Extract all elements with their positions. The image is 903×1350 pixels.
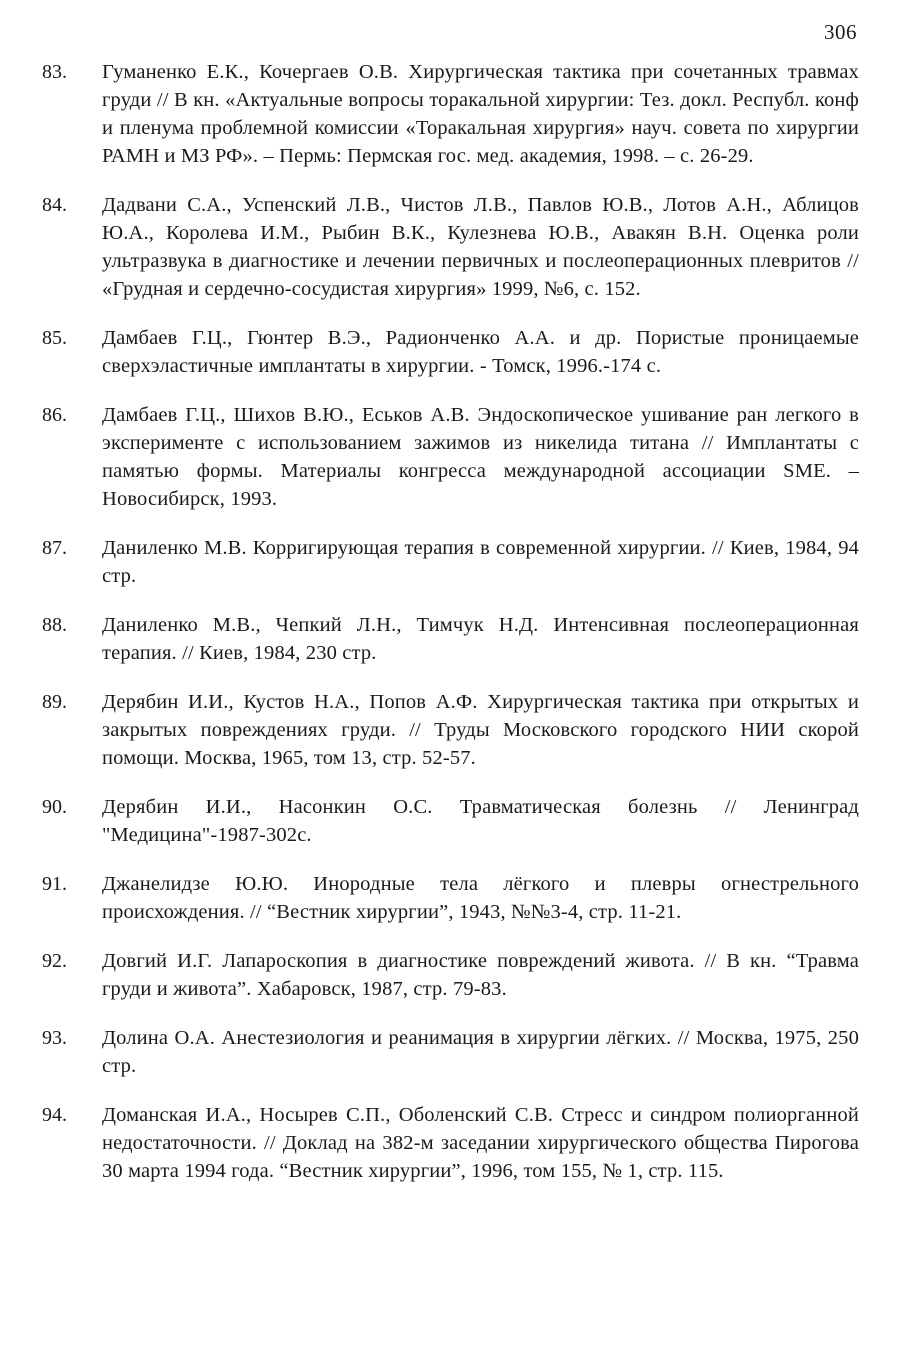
reference-number: 83.	[42, 61, 67, 83]
reference-text: Долина О.А. Анестезиология и реанимация в хирургии лёгких. // Москва, 1975, 250 стр.	[102, 1027, 859, 1077]
reference-text: Джанелидзе Ю.Ю. Инородные тела лёгкого и плевры огнестрельного происхождения. // “Вестник хирургии”, 1943, №№3-4, стр. 11-21.	[102, 873, 859, 923]
reference-text: Дамбаев Г.Ц., Гюнтер В.Э., Радионченко А.А. и др. Пористые проницаемые сверхэластичные имплантаты в хирургии. - Томск, 1996.-174 с.	[102, 327, 859, 377]
reference-item	[0, 688, 903, 772]
reference-text: Довгий И.Г. Лапароскопия в диагностике повреждений живота. // В кн. “Травма груди и живота”. Хабаровск, 1987, стр. 79-83.	[102, 950, 859, 1000]
reference-number: 85.	[42, 327, 67, 349]
reference-number: 90.	[42, 796, 67, 818]
reference-number: 92.	[42, 950, 67, 972]
reference-text: Дамбаев Г.Ц., Шихов В.Ю., Еськов А.В. Эндоскопическое ушивание ран легкого в эксперименте с использованием зажимов из никелида титана // Имплантаты с памятью формы. Материалы конгресса международной ассоциации SME. – Новосибирск, 1993.	[102, 404, 859, 510]
reference-item	[0, 534, 903, 590]
reference-item	[0, 1024, 903, 1080]
reference-number: 91.	[42, 873, 67, 895]
reference-item	[0, 1101, 903, 1185]
reference-item	[0, 611, 903, 667]
reference-item	[0, 870, 903, 926]
reference-text: Дерябин И.И., Насонкин О.С. Травматическая болезнь // Ленинград "Медицина"-1987-302с.	[102, 796, 859, 846]
reference-number: 87.	[42, 537, 67, 559]
reference-number: 88.	[42, 614, 67, 636]
reference-text: Дадвани С.А., Успенский Л.В., Чистов Л.В., Павлов Ю.В., Лотов А.Н., Аблицов Ю.А., Королева И.М., Рыбин В.К., Кулезнева Ю.В., Авакян В.Н. Оценка роли ультразвука в диагностике и лечении первичных и послеоперационных плевритов // «Грудная и сердечно-сосудистая хирургия» 1999, №6, с. 152.	[102, 194, 859, 300]
reference-item	[0, 401, 903, 513]
reference-item	[0, 324, 903, 380]
reference-item	[0, 793, 903, 849]
reference-text: Даниленко М.В., Чепкий Л.Н., Тимчук Н.Д. Интенсивная послеоперационная терапия. // Киев, 1984, 230 стр.	[102, 614, 859, 664]
reference-number: 86.	[42, 404, 67, 426]
reference-number: 94.	[42, 1104, 67, 1126]
reference-text: Даниленко М.В. Корригирующая терапия в современной хирургии. // Киев, 1984, 94 стр.	[102, 537, 859, 587]
reference-item	[0, 947, 903, 1003]
reference-text: Дерябин И.И., Кустов Н.А., Попов А.Ф. Хирургическая тактика при открытых и закрытых повреждениях груди. // Труды Московского городского НИИ скорой помощи. Москва, 1965, том 13, стр. 52-57.	[102, 691, 859, 769]
reference-text: Доманская И.А., Носырев С.П., Оболенский С.В. Стресс и синдром полиорганной недостаточности. // Доклад на 382-м заседании хирургического общества Пирогова 30 марта 1994 года. “Вестник хирургии”, 1996, том 155, № 1, стр. 115.	[102, 1104, 859, 1182]
reference-number: 84.	[42, 194, 67, 216]
reference-number: 89.	[42, 691, 67, 713]
reference-list	[0, 58, 903, 1206]
reference-item	[0, 191, 903, 303]
reference-text: Гуманенко Е.К., Кочергаев О.В. Хирургическая тактика при сочетанных травмах груди // В кн. «Актуальные вопросы торакальной хирургии: Тез. докл. Республ. конф и пленума проблемной комиссии «Торакальная хирургия» науч. совета по хирургии РАМН и МЗ РФ». – Пермь: Пермская гос. мед. академия, 1998. – с. 26-29.	[102, 61, 859, 167]
reference-number: 93.	[42, 1027, 67, 1049]
page-number: 306	[824, 20, 857, 44]
reference-item	[0, 58, 903, 170]
